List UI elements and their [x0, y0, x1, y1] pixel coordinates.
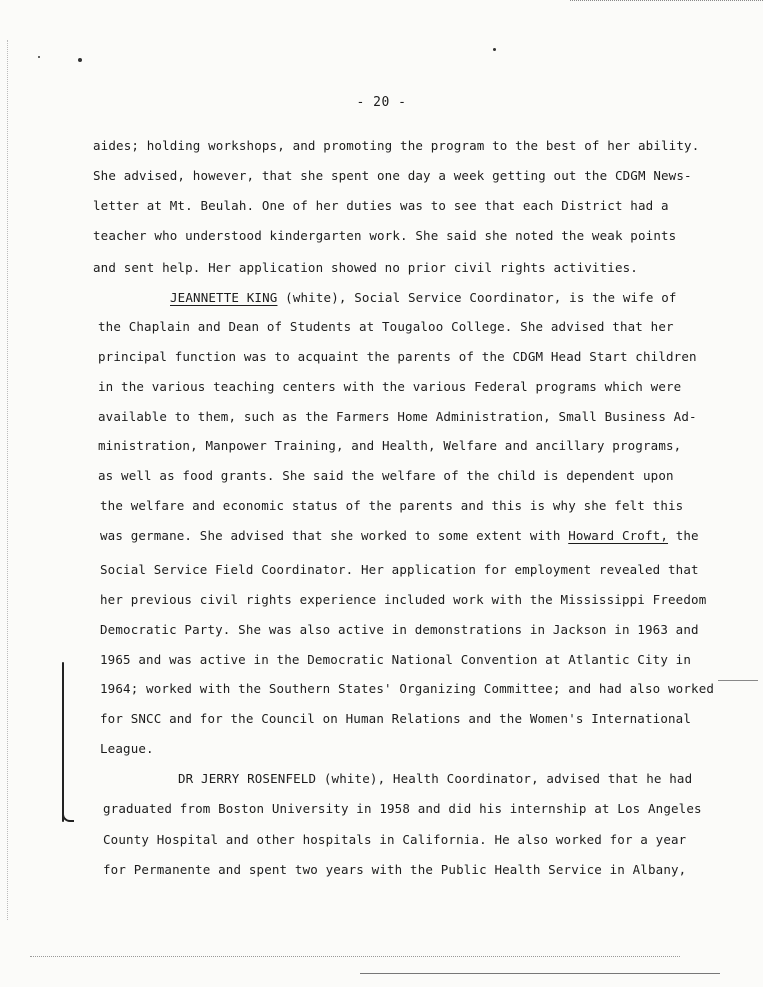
text-span: in the various teaching centers with the various Federal programs which were: [98, 379, 682, 394]
text-span: (white), Social Service Coordinator, is the wife of: [277, 290, 677, 305]
text-span: Social Service Field Coordinator. Her application for employment revealed that: [100, 562, 699, 577]
text-span: Democratic Party. She was also active in demonstrations in Jackson in 1963 and: [100, 622, 699, 637]
text-span: 1965 and was active in the Democratic National Convention at Atlantic City in: [100, 652, 692, 667]
text-line: [170, 290, 763, 306]
text-line: [100, 711, 763, 727]
text-span: graduated from Boston University in 1958 and did his internship at Los Angeles: [103, 801, 702, 816]
text-line: [98, 438, 763, 454]
text-span: the: [668, 528, 699, 543]
text-span: aides; holding workshops, and promoting the program to the best of her ability.: [93, 138, 700, 153]
scan-speck: [38, 56, 40, 58]
text-line: [100, 681, 763, 697]
text-span: 1964; worked with the Southern States' Organizing Committee; and had also worked: [100, 681, 715, 696]
text-span: and sent help. Her application showed no prior civil rights activities.: [93, 260, 638, 275]
text-line: [93, 198, 763, 214]
text-span: She advised, however, that she spent one day a week getting out the CDGM News-: [93, 168, 692, 183]
text-line: [98, 379, 763, 395]
text-span: principal function was to acquaint the parents of the CDGM Head Start children: [98, 349, 697, 364]
margin-dash: [718, 680, 758, 681]
text-span: for Permanente and spent two years with the Public Health Service in Albany,: [103, 862, 687, 877]
text-line: [93, 228, 763, 244]
scan-border-bottom: [30, 956, 680, 957]
scan-border-left: [7, 40, 9, 920]
text-line: [98, 468, 763, 484]
text-line: [93, 260, 763, 276]
text-span: the welfare and economic status of the parents and this is why she felt this: [100, 498, 684, 513]
text-line: [103, 862, 763, 878]
text-span: County Hospital and other hospitals in California. He also worked for a year: [103, 832, 687, 847]
text-line: [98, 319, 763, 335]
text-line: [93, 138, 763, 154]
text-line: [98, 409, 763, 425]
text-line: [100, 741, 763, 757]
text-span: for SNCC and for the Council on Human Relations and the Women's International: [100, 711, 692, 726]
text-line: [100, 528, 763, 544]
underlined-name: JEANNETTE KING: [170, 290, 278, 305]
scan-border-top: [570, 0, 763, 2]
text-span: as well as food grants. She said the welfare of the child is dependent upon: [98, 468, 674, 483]
text-span: ministration, Manpower Training, and Health, Welfare and ancillary programs,: [98, 438, 682, 453]
scan-speck: [78, 58, 82, 62]
text-line: [103, 832, 763, 848]
text-line: [100, 562, 763, 578]
margin-mark-hook: [62, 808, 74, 822]
text-line: [93, 168, 763, 184]
scan-speck: [493, 48, 496, 51]
text-line: [100, 622, 763, 638]
text-line: [178, 771, 763, 787]
page-number: - 20 -: [356, 95, 407, 110]
text-span: teacher who understood kindergarten work. She said she noted the weak points: [93, 228, 677, 243]
margin-mark: [62, 662, 64, 822]
text-line: [100, 592, 763, 608]
text-line: [98, 349, 763, 365]
text-span: letter at Mt. Beulah. One of her duties was to see that each District had a: [93, 198, 669, 213]
text-span: was germane. She advised that she worked to some extent with: [100, 528, 569, 543]
text-line: [100, 652, 763, 668]
text-line: [103, 801, 763, 817]
text-span: the Chaplain and Dean of Students at Tougaloo College. She advised that her: [98, 319, 674, 334]
text-span: DR JERRY ROSENFELD (white), Health Coordinator, advised that he had: [178, 771, 693, 786]
text-line: [100, 498, 763, 514]
scan-rule-bottom: [360, 973, 720, 974]
underlined-name: Howard Croft,: [568, 528, 669, 543]
text-span: available to them, such as the Farmers Home Administration, Small Business Ad-: [98, 409, 697, 424]
text-span: her previous civil rights experience included work with the Mississippi Freedom: [100, 592, 707, 607]
text-span: League.: [100, 741, 154, 756]
